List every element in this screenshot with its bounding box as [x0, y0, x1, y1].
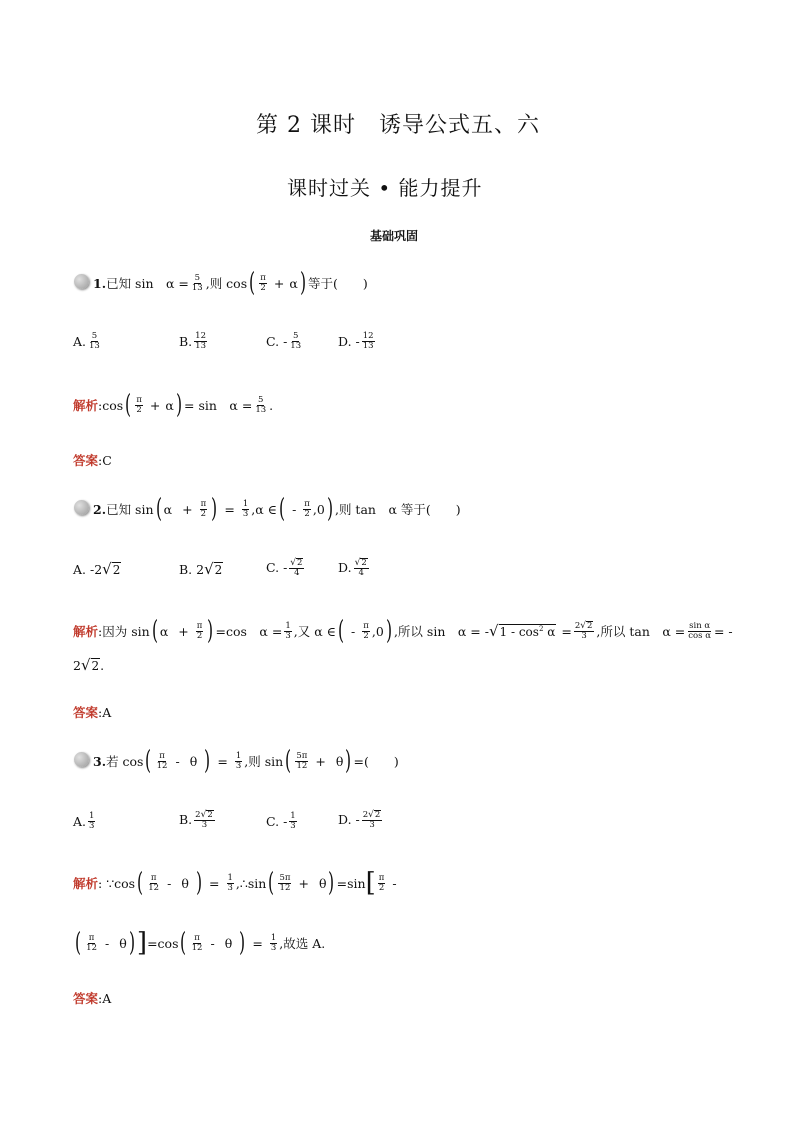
question-number: 3. — [93, 753, 107, 769]
answer-2: 答案 : A — [73, 704, 112, 720]
option-d[interactable]: D. - $\frac{12}{13}$ — [338, 331, 374, 351]
option-d[interactable]: D. - 2 √ 2 3 — [338, 809, 381, 830]
option-c[interactable]: C. - √ 2 4 — [266, 557, 303, 578]
answer-3: 答案 : A — [73, 990, 112, 1006]
page-subtitle: 课时过关 • 能力提升 — [287, 176, 483, 200]
question-bullet-icon — [74, 752, 89, 767]
option-c[interactable]: C. - $\frac{1}{3}$ — [266, 811, 296, 831]
question-text: 已知 sin α = — [106, 276, 189, 291]
question-3: 3. 若 cos ( $\frac{\pi}{12}$ - θ ) = $\frac{1}{3}$ ,则 sin ( $\frac{5\pi}{12}$ + θ ) =( ) — [74, 748, 399, 774]
answer-1: 答案 : C — [73, 452, 112, 468]
fraction: $\frac{5}{13}$ — [191, 272, 203, 293]
analysis-2-cont: 2 √ 2 . — [73, 656, 105, 674]
analysis-3: 解析 : ∵cos ( $\frac{\pi}{12}$ - θ ) = $\frac{1}{3}$ ,∴sin ( $\frac{5\pi}{12}$ + θ ) =sin [ $\frac{\pi}{2}$ - — [73, 868, 397, 898]
question-number: 1. — [93, 275, 107, 291]
question-bullet-icon — [74, 274, 89, 289]
section-heading: 基础巩固 — [370, 229, 419, 243]
option-a[interactable]: A. $\frac{1}{3}$ — [73, 811, 95, 831]
option-a[interactable]: A. $\frac{5}{13}$ — [73, 331, 100, 351]
option-b[interactable]: B. 2 √ 2 3 — [179, 809, 213, 830]
option-c[interactable]: C. - $\frac{5}{13}$ — [266, 331, 302, 351]
question-text: ,则 cos — [205, 276, 248, 291]
analysis-1: 解析 :cos ( $\frac{\pi}{2}$ + α ) = sin α = $\frac{5}{13}$ . — [73, 390, 274, 420]
option-a[interactable]: A. -2 √ 2 — [73, 560, 121, 578]
option-b[interactable]: B. 2 √ 2 — [179, 560, 223, 578]
question-bullet-icon — [74, 500, 89, 515]
page-title: 第 2 课时 诱导公式五、六 — [256, 113, 540, 138]
question-2: 2. 已知 sin ( α + $\frac{\pi}{2}$ ) = $\frac{1}{3}$ , α ∈ ( - $\frac{\pi}{2}$ , 0 ) ,则 tan α 等于( ) — [74, 496, 461, 522]
question-1: 1. 已知 sin α = $\frac{5}{13}$ ,则 cos ( $\frac{\pi}{2}$ + α ) 等于( ) — [74, 270, 368, 296]
option-b[interactable]: B. $\frac{12}{13}$ — [179, 331, 206, 351]
analysis-3-cont: ( $\frac{\pi}{12}$ - θ ) ] =cos ( $\frac{\pi}{12}$ - θ ) = $\frac{1}{3}$ ,故选 A. — [75, 928, 326, 958]
option-d[interactable]: D. √ 2 4 — [338, 557, 367, 578]
question-number: 2. — [93, 501, 107, 517]
question-text: 等于( ) — [307, 276, 368, 291]
fraction: $\frac{\pi}{2}$ — [260, 272, 266, 293]
analysis-2: 解析 : 因为 sin ( α + $\frac{\pi}{2}$ ) =cos α = $\frac{1}{3}$ ,又 α ∈ ( - $\frac{\pi}{2}$ , 0 ) ,所以 sin α = - √ $1 - \cos^2 \alpha$ = 2 √ 2 3 ,所以 tan α = $\frac{\text{sin α}}{\text{cos α}}$ = - — [73, 616, 733, 646]
